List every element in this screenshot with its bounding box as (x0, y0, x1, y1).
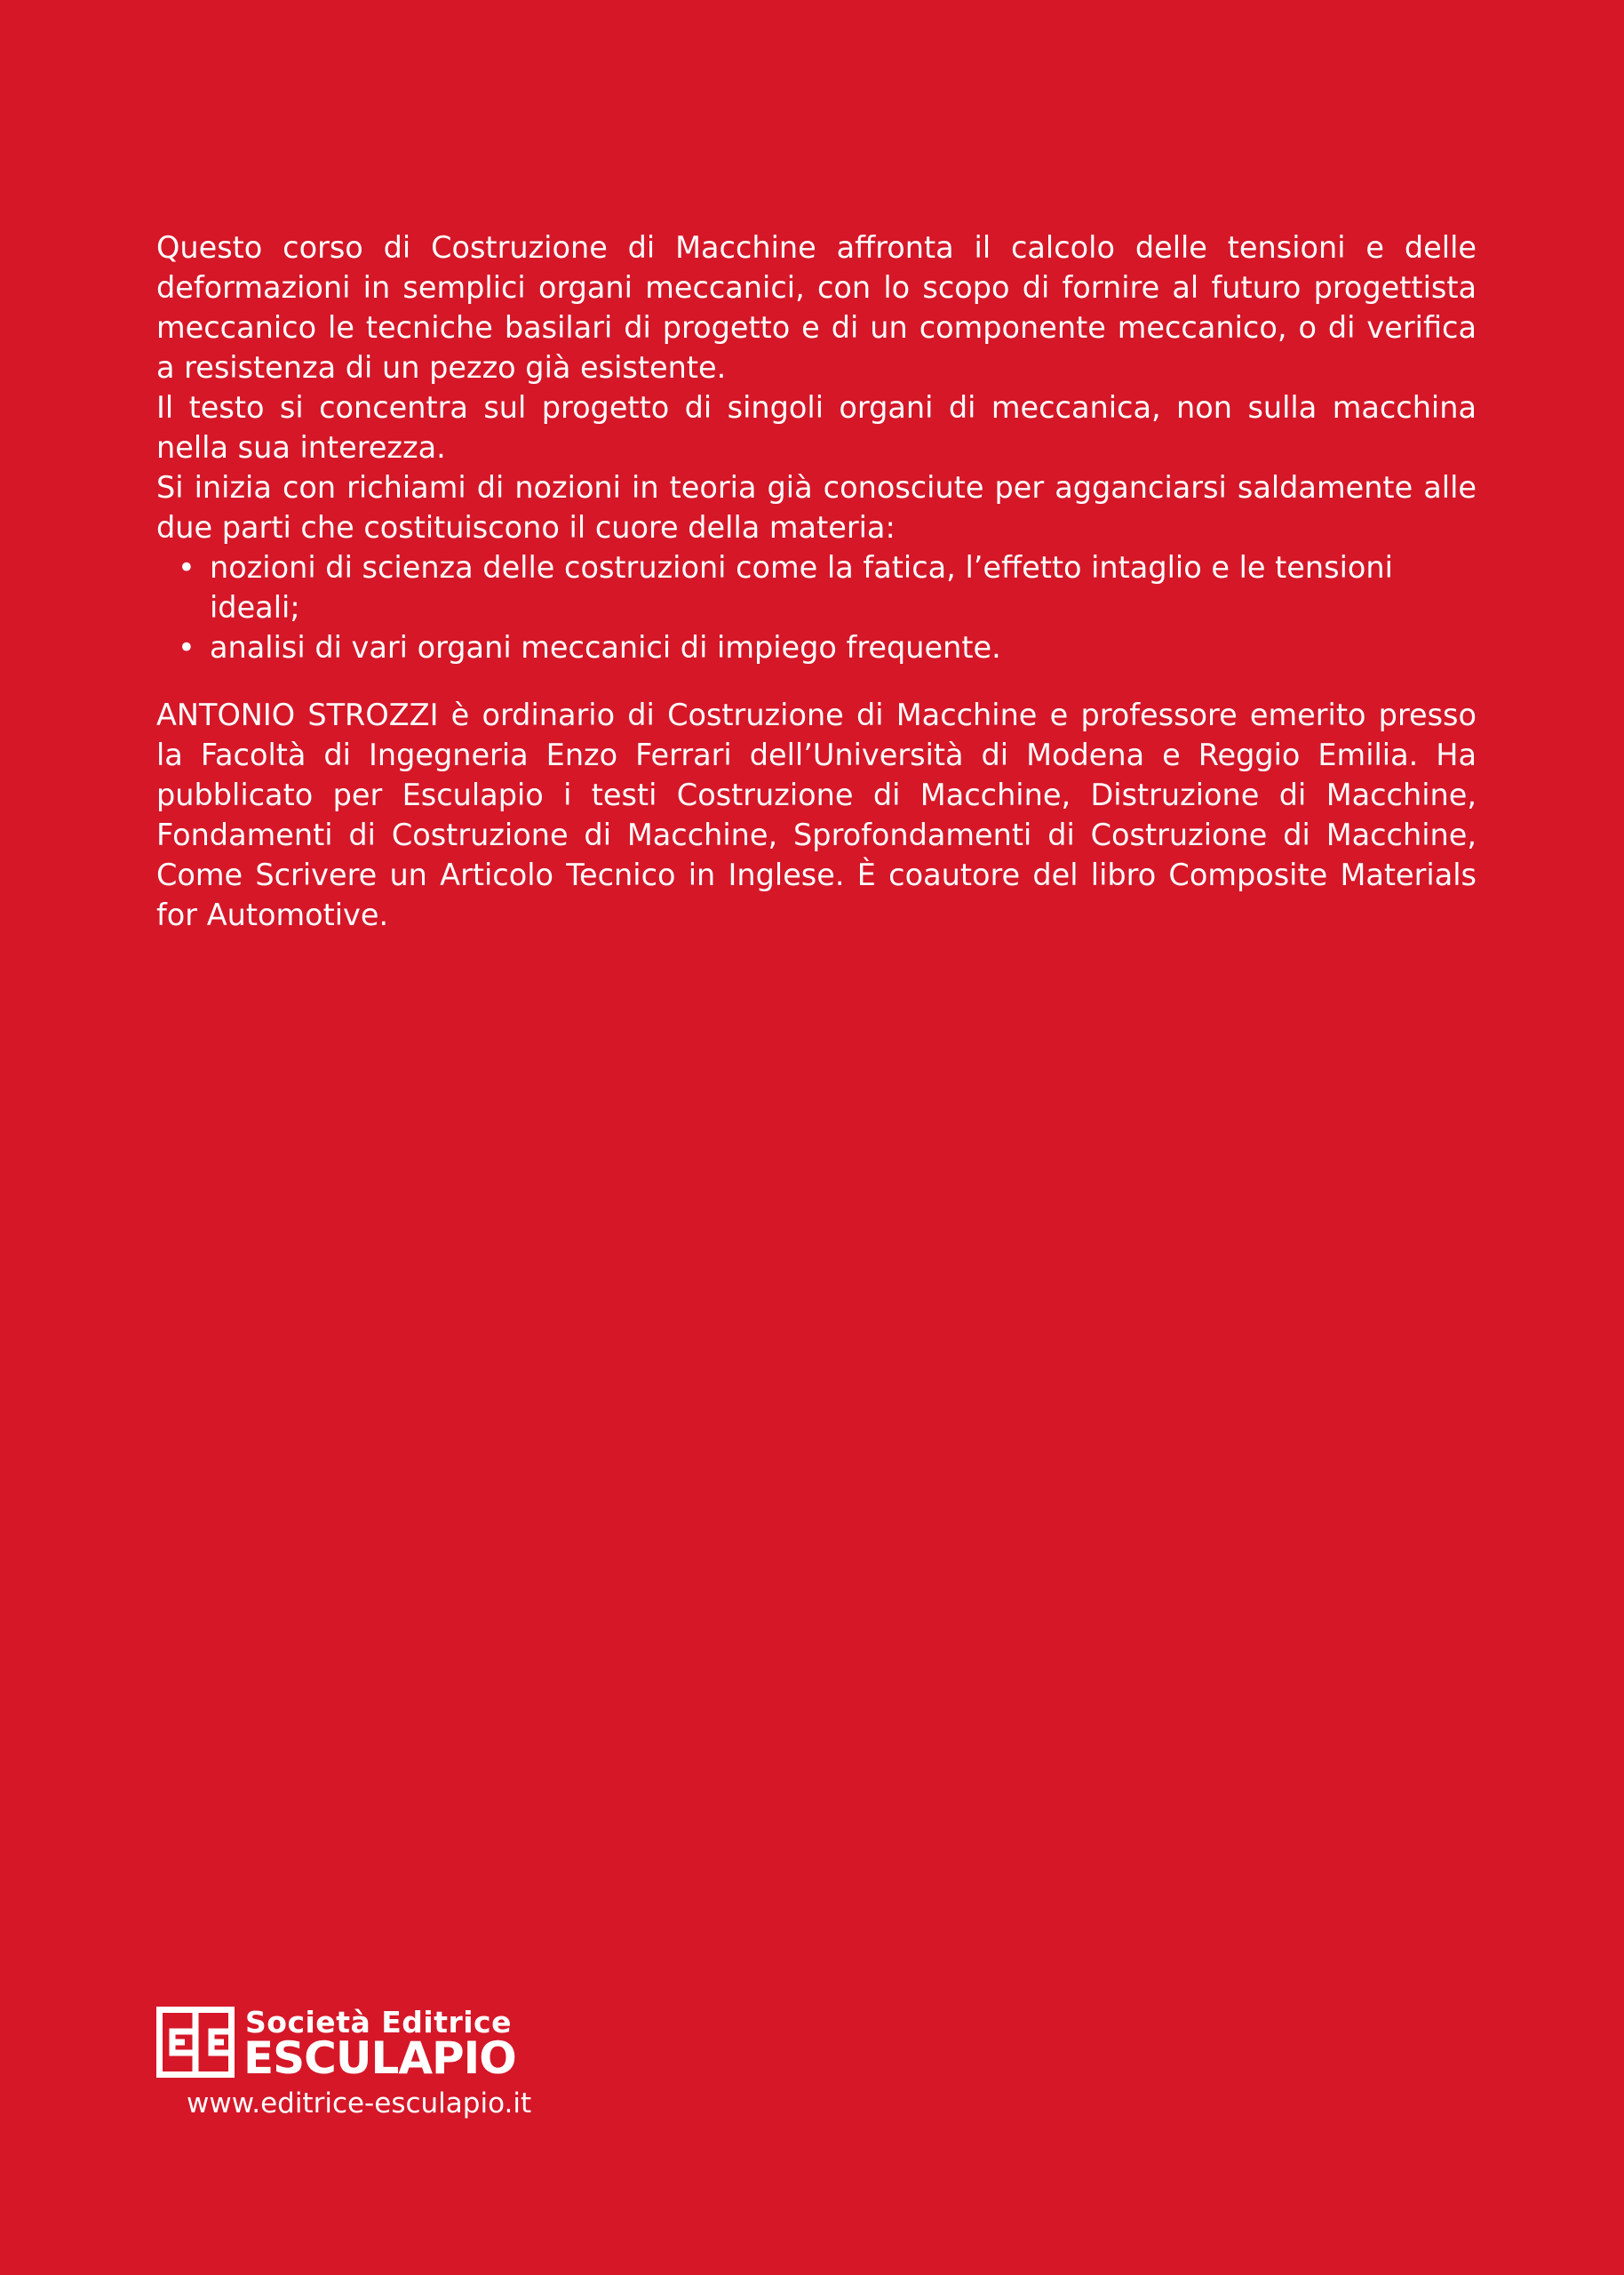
ee-logo-mark-icon (156, 2007, 235, 2078)
publisher-logo (156, 2005, 547, 2084)
topic-text: analisi di vari organi meccanici di impiego frequente. (210, 630, 1001, 665)
book-description (156, 228, 1477, 667)
topic-item (178, 627, 1477, 667)
publisher-name-line1: Società Editrice (245, 2005, 513, 2040)
description-paragraph-1: Questo corso di Costruzione di Macchine affronta il calcolo delle tensioni e delle deformazioni in semplici organi meccanici, con lo scopo di fornire al futuro progettista meccanico le tecniche basilari di progetto e di un componente meccanico, o di verifica a resistenza di un pezzo già esistente. (156, 230, 1477, 385)
bullet-icon: • (178, 550, 195, 585)
description-paragraph-3: Si inizia con richiami di nozioni in teoria già conosciute per agganciarsi saldamente alle due parti che costituiscono il cuore della materia: (156, 470, 1477, 545)
publisher-name-line2: ESCULAPIO (243, 2032, 516, 2084)
author-bio (156, 695, 1477, 935)
publisher-website: www.editrice-esculapio.it (187, 2087, 532, 2119)
topic-text: nozioni di scienza delle costruzioni come la fatica, l’effetto intaglio e le tensioni ideali; (210, 550, 1393, 625)
author-bio-text: ANTONIO STROZZI è ordinario di Costruzione di Macchine e professore emerito presso la Facoltà di Ingegneria Enzo Ferrari dell’Università di Modena e Reggio Emilia. Ha pubblicato per Esculapio i testi Costruzione di Macchine, Distruzione di Macchine, Fondamenti di Costruzione di Macchine, Sprofondamenti di Costruzione di Macchine, Come Scrivere un Articolo Tecnico in Inglese. È coautore del libro Composite Materials for Automotive. (156, 698, 1477, 932)
description-paragraph-2: Il testo si concentra sul progetto di singoli organi di meccanica, non sulla macchina nella sua interezza. (156, 390, 1477, 465)
topics-list (156, 547, 1477, 667)
topic-item (178, 547, 1477, 627)
bullet-icon: • (178, 630, 195, 665)
